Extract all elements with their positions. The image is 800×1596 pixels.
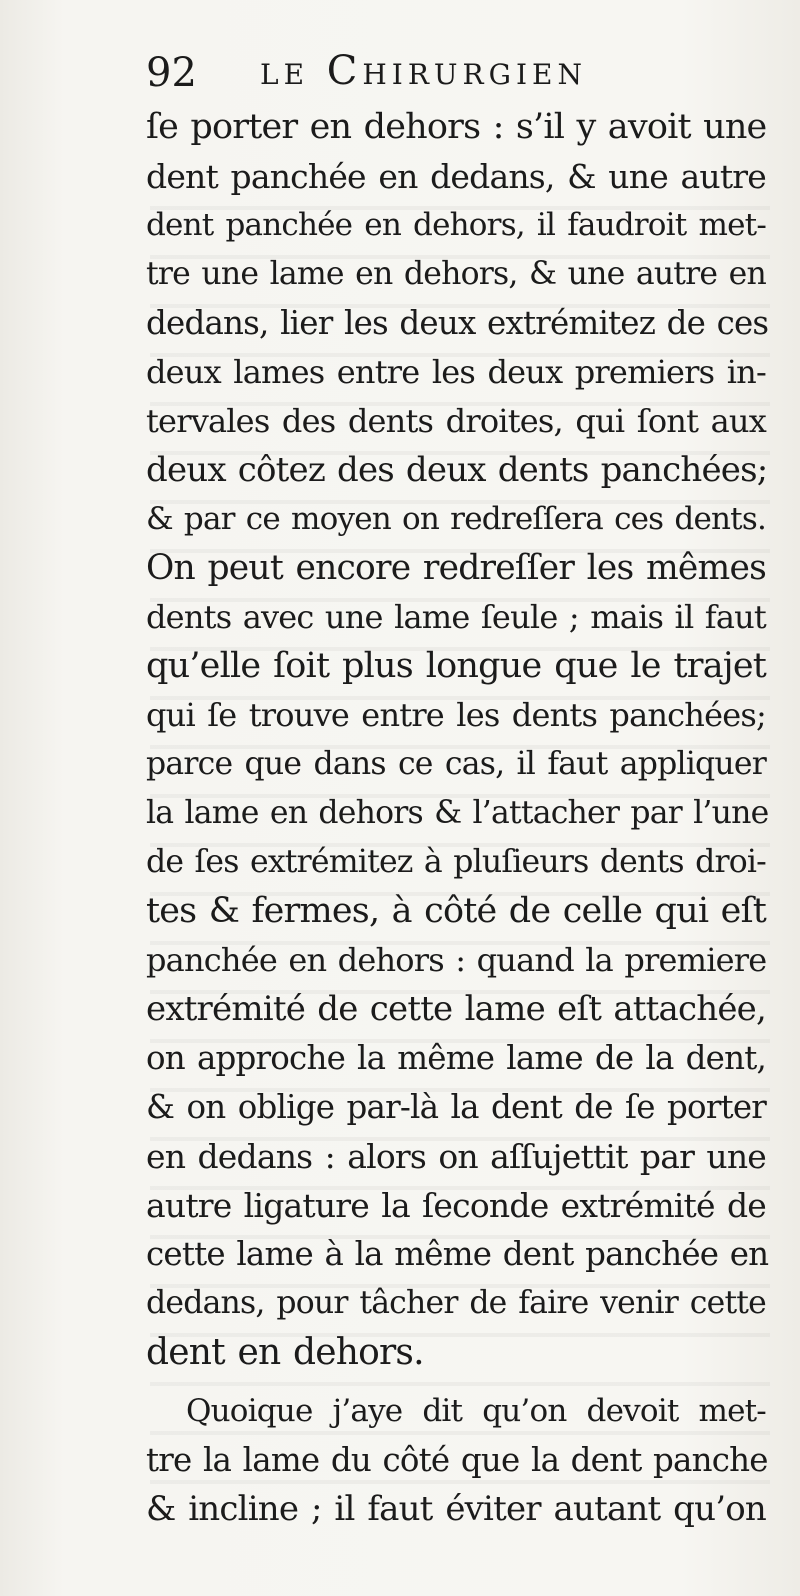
text-line: autre ligature la ſeconde extrémité de — [146, 1186, 766, 1225]
text-line: On peut encore redreſſer les mêmes — [146, 548, 766, 588]
text-line: & incline ; il faut éviter autant qu’on — [146, 1489, 766, 1529]
text-line: Quoique j’aye dit qu’on devoit met- — [186, 1393, 766, 1429]
text-line: on approche la même lame de la dent, — [146, 1039, 766, 1077]
text-line: dent panchée en dehors, il faudroit met- — [146, 207, 766, 243]
text-line: en dedans : alors on aſſujettit par une — [146, 1137, 766, 1176]
text-line: qu’elle ſoit plus longue que le trajet — [146, 646, 766, 686]
text-line: dent panchée en dedans, & une autre — [146, 157, 766, 196]
text-line: tre une lame en dehors, & une autre en — [146, 256, 766, 292]
text-line: panchée en dehors : quand la premiere — [146, 941, 767, 979]
text-line: & par ce moyen on redreſſera ces dents. — [146, 501, 766, 537]
text-line: ſe porter en dehors : s’il y avoit une — [146, 107, 767, 147]
running-title: le Chirurgien — [260, 48, 587, 94]
text-line: la lame en dehors & l’attacher par l’une — [146, 795, 769, 831]
text-line: deux côtez des deux dents panchées; — [146, 450, 768, 490]
text-line: deux lames entre les deux premiers in- — [146, 353, 766, 391]
text-line: parce que dans ce cas, il faut appliquer — [146, 746, 766, 782]
text-line: tervales des dents droites, qui ſont aux — [146, 402, 766, 440]
text-line: dedans, pour tâcher de faire venir cette — [146, 1285, 766, 1321]
page-header — [146, 44, 776, 100]
text-line: cette lame à la même dent panchée en — [146, 1235, 769, 1273]
body-text — [146, 103, 769, 1534]
paragraph-break — [146, 1377, 766, 1387]
text-line: de ſes extrémitez à pluſieurs dents droi- — [146, 844, 766, 880]
text-line: qui ſe trouve entre les dents panchées; — [146, 696, 766, 734]
text-line: tes & fermes, à côté de celle qui eſt — [146, 891, 766, 931]
text-line: dent en dehors. — [146, 1332, 424, 1373]
text-line: & on oblige par-là la dent de ſe porter — [146, 1088, 766, 1126]
text-line: dents avec une lame ſeule ; mais il faut — [146, 598, 766, 636]
page-number: 92 — [146, 50, 197, 96]
text-line: tre la lame du côté que la dent panche — [146, 1441, 768, 1479]
text-line: extrémité de cette lame eſt attachée, — [146, 989, 766, 1029]
text-line: dedans, lier les deux extrémitez de ces — [146, 304, 769, 342]
